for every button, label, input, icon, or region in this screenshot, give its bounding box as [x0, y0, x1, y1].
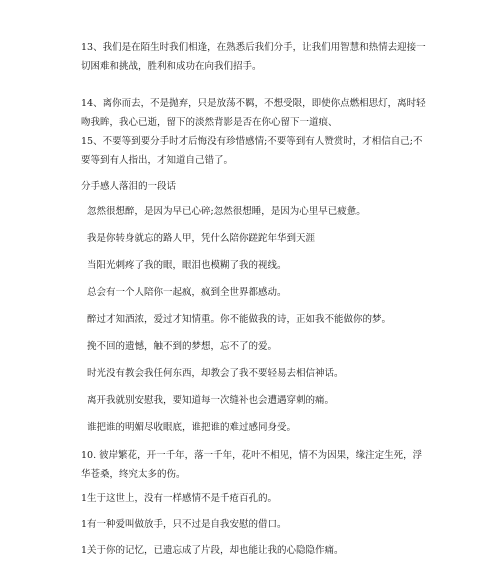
quote-line: 我是你转身就忘的路人甲，凭什么陪你蹉跎年华到天涯 [87, 233, 316, 244]
quote-line: 时光没有教会我任何东西，却教会了我不要轻易去相信神话。 [87, 368, 344, 379]
quote-line: 当阳光刺疼了我的眼，眼泪也模糊了我的视线。 [87, 260, 287, 271]
quote-line: 忽然很想醉，是因为早已心碎;忽然很想睡，是因为心里早已疲惫。 [87, 206, 366, 217]
quote-line: 总会有一个人陪你一起疯，疯到全世界都感动。 [87, 287, 287, 298]
quote-line: 挽不回的遗憾，触不到的梦想，忘不了的爱。 [87, 341, 278, 352]
quote-line: 离开我就别安慰我，要知道每一次缝补也会遭遇穿刺的痛。 [87, 395, 335, 406]
paragraph-13: 13、我们是在陌生时我们相逢，在熟悉后我们分手，让我们用智慧和热情去迎接一切困难和挑战，胜利和成功在向我们招手。 [81, 42, 426, 72]
paragraph-14: 14、离你而去，不是抛弃，只是放荡不羁，不想受限，即使你点燃相思灯，离时轻吻我眸，我心已逝，留下的淡然背影是否在你心留下一道痕、 [81, 98, 426, 128]
paragraph-15: 15、不要等到要分手时才后悔没有珍惜感情;不要等到有人赞赏时，才相信自己;不要等到有人指出，才知道自己错了。 [81, 136, 423, 166]
quote-line: 醉过才知酒浓，爱过才知情重。你不能做我的诗，正如我不能做你的梦。 [87, 314, 392, 325]
tail-line: 1生于这世上，没有一样感情不是千疮百孔的。 [81, 493, 278, 504]
section-title: 分手感人落泪的一段话 [81, 181, 177, 192]
paragraph-10: 10. 彼岸繁花，开一千年，落一千年，花叶不相见，情不为因果，缘注定生死，浮华苍桑，终究太多的伤。 [81, 450, 423, 480]
tail-line: 1关于你的记忆，已遗忘成了片段，却也能让我的心隐隐作痛。 [81, 545, 344, 556]
quote-line: 谁把谁的明媚尽收眼底，谁把谁的难过感同身受。 [87, 422, 297, 433]
tail-line: 1有一种爱叫做放手，只不过是自我安慰的借口。 [81, 519, 287, 530]
